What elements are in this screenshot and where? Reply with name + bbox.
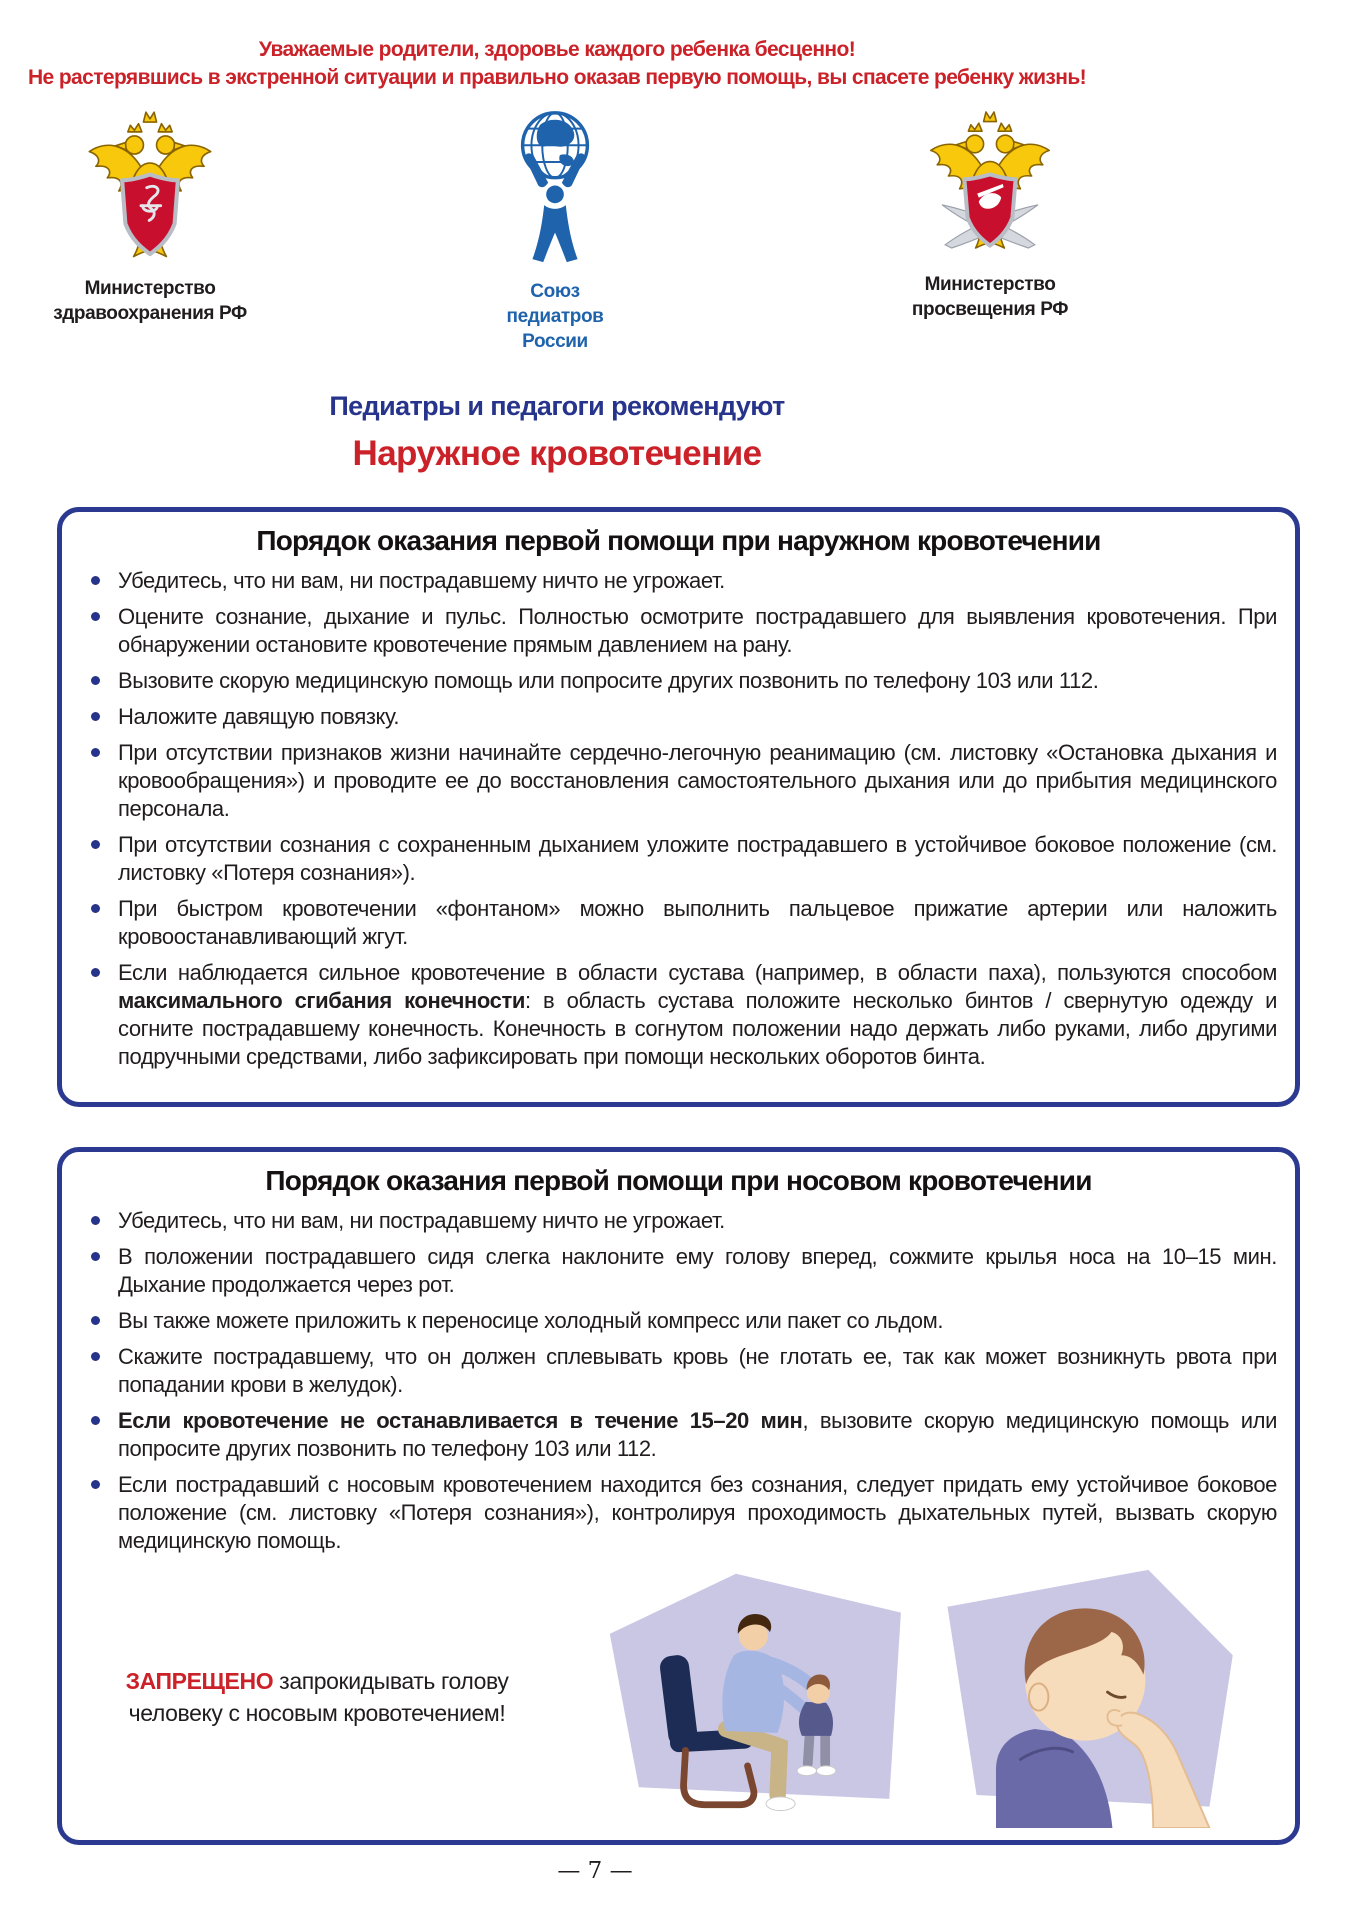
section-nasal-title: Порядок оказания первой помощи при носовом кровотечении — [265, 1165, 1092, 1196]
forbidden-word: ЗАПРЕЩЕНО — [125, 1668, 274, 1694]
bullet-item: Убедитесь, что ни вам, ни пострадавшему ничто не угрожает. — [118, 567, 1277, 595]
page-number: — 7 — — [557, 1858, 633, 1884]
bullet-item: Вы также можете приложить к переносице холодный компресс или пакет со льдом. — [118, 1307, 1277, 1335]
bullet-item: Если кровотечение не останавливается в течение 15–20 мин, вызовите скорую медицинскую помощь или попросите других позвонить по телефону 103 или 112. — [118, 1408, 1277, 1461]
nosebleed-illustration — [552, 1566, 1285, 1828]
section-nasal-bullets — [62, 1207, 1295, 1555]
bullet-item: Если пострадавший с носовым кровотечением находится без сознания, следует придать ему устойчивое боковое положение (см. листовку «Потеря сознания»), контролируя проходимость дыхательных путей, вызвать скорую медицинскую помощь. — [118, 1472, 1277, 1553]
bullet-item: Если наблюдается сильное кровотечение в области сустава (например, в области паха), пользуются способом максимального сгибания конечности: в область сустава положите несколько бинтов / свернутую одежду и согните пострадавшему конечность. Конечность в согнутом положении надо держать либо руками, либо другими подручными средствами, либо зафиксировать при помощи нескольких оборотов бинта. — [118, 960, 1277, 1069]
header-appeal-line1: Уважаемые родители, здоровье каждого ребенка бесценно! — [258, 38, 856, 61]
pediatricians-union-logo — [460, 104, 650, 354]
section-external-bleeding — [57, 507, 1300, 1107]
pediatricians-union-label: Союз педиатров России — [506, 281, 604, 352]
forbidden-warning — [82, 1665, 552, 1729]
bullet-item: В положении пострадавшего сидя слегка наклоните ему голову вперед, сожмите крылья носа на 10–15 мин. Дыхание продолжается через рот. — [118, 1244, 1277, 1297]
section-external-title: Порядок оказания первой помощи при наружном кровотечении — [256, 525, 1101, 556]
bullet-item: При отсутствии сознания с сохраненным дыханием уложите пострадавшего в устойчивое боковое положение (см. листовку «Потеря сознания»). — [118, 832, 1277, 885]
bullet-item: Оцените сознание, дыхание и пульс. Полностью осмотрите пострадавшего для выявления кровотечения. При обнаружении остановите кровотечение прямым давлением на рану. — [118, 604, 1277, 657]
recommend-subtitle: Педиатры и педагоги рекомендуют — [329, 391, 785, 421]
bullet-item: При быстром кровотечении «фонтаном» можно выполнить пальцевое прижатие артерии или наложить кровоостанавливающий жгут. — [118, 896, 1277, 949]
pediatricians-union-globe-icon — [460, 104, 650, 271]
bullet-item: Вызовите скорую медицинскую помощь или попросите других позвонить по телефону 103 или 112. — [118, 667, 1277, 695]
minpros-eagle-icon — [875, 104, 1105, 264]
bullet-item: При отсутствии признаков жизни начинайте сердечно-легочную реанимацию (см. листовку «Остановка дыхания и кровообращения») и проводите ее до восстановления самостоятельного дыхания или до прибытия медицинского персонала. — [118, 740, 1277, 821]
minpros-logo — [875, 104, 1105, 322]
nasal-bottom-row — [82, 1563, 1285, 1831]
nosebleed-first-aid-illustration-icon — [575, 1566, 1285, 1828]
forbidden-text: запрокидывать голову человеку с носовым кровотечением! — [128, 1668, 509, 1726]
section-external-bullets — [62, 567, 1295, 1071]
header-appeal — [0, 36, 1114, 92]
minzdrav-label: Министерство здравоохранения РФ — [53, 278, 247, 324]
bullet-item: Скажите пострадавшему, что он должен сплевывать кровь (не глотать ее, так как может возникнуть рвота при попадании крови в желудок). — [118, 1344, 1277, 1397]
section-nasal-bleeding — [57, 1147, 1300, 1845]
minzdrav-logo — [40, 104, 260, 326]
page-title: Наружное кровотечение — [352, 434, 762, 473]
header-appeal-line2: Не растерявшись в экстренной ситуации и правильно оказав первую помощь, вы спасете ребенку жизнь! — [27, 66, 1087, 89]
bullet-item: Убедитесь, что ни вам, ни пострадавшему ничто не угрожает. — [118, 1207, 1277, 1235]
minzdrav-eagle-icon — [40, 104, 260, 268]
minpros-label: Министерство просвещения РФ — [911, 274, 1069, 320]
bullet-item: Наложите давящую повязку. — [118, 703, 1277, 731]
